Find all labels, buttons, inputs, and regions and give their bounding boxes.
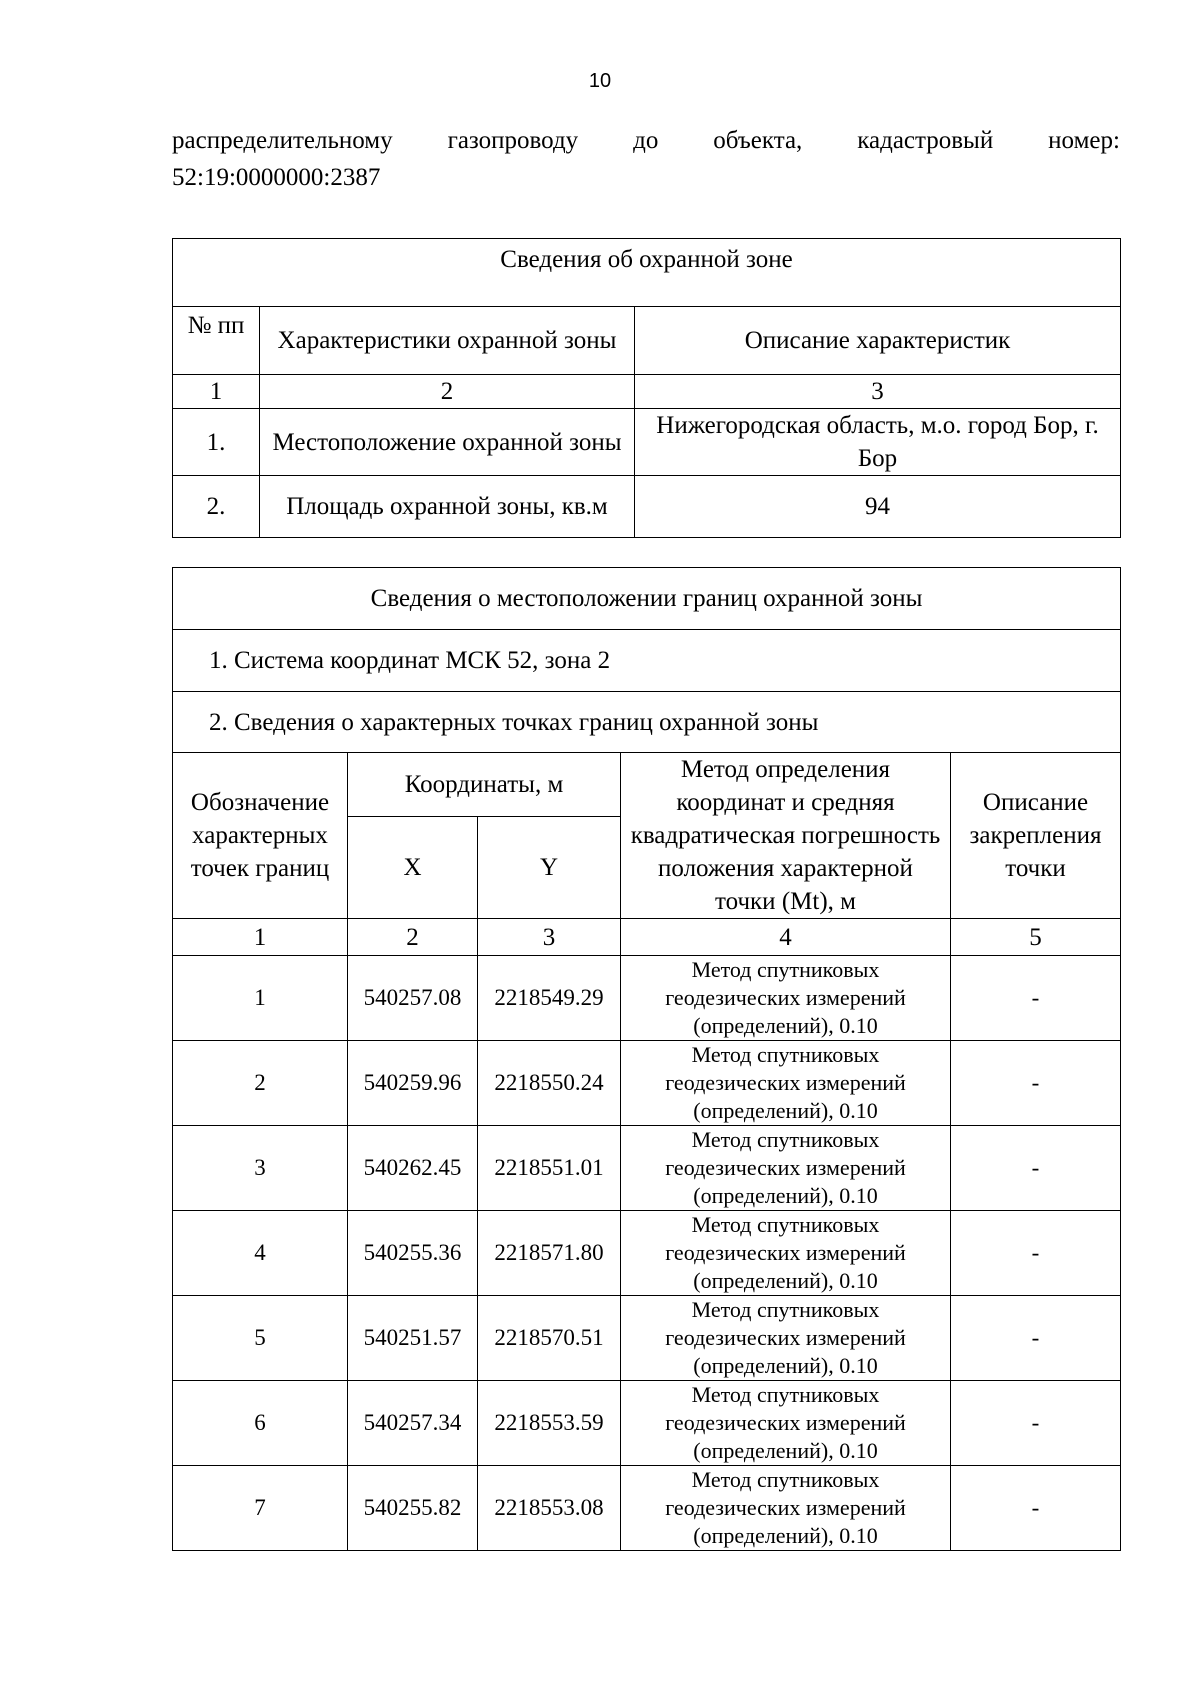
point-fixing: - xyxy=(951,1381,1121,1466)
point-y: 2218549.29 xyxy=(478,956,621,1041)
column-number: 1 xyxy=(173,375,260,409)
column-number: 1 xyxy=(173,919,348,956)
points-heading: 2. Сведения о характерных точках границ охранной зоны xyxy=(173,692,1121,753)
column-number: 2 xyxy=(260,375,635,409)
point-y: 2218553.59 xyxy=(478,1381,621,1466)
characteristic-value: Нижегородская область, м.о. город Бор, г. Бор xyxy=(635,409,1121,476)
table-row xyxy=(173,1211,1121,1296)
intro-word: кадастровый xyxy=(857,127,994,154)
cadastral-number: 52:19:0000000:2387 xyxy=(172,164,381,191)
point-id: 4 xyxy=(173,1211,348,1296)
intro-word: объекта, xyxy=(713,127,803,154)
header-coordinates: Координаты, м xyxy=(348,753,621,817)
zone-info-title: Сведения об охранной зоне xyxy=(173,239,1121,307)
point-method: Метод спутниковых геодезических измерений (определений), 0.10 xyxy=(621,1466,951,1551)
point-y: 2218570.51 xyxy=(478,1296,621,1381)
column-number: 2 xyxy=(348,919,478,956)
zone-info-table xyxy=(172,238,1121,538)
point-method: Метод спутниковых геодезических измерений (определений), 0.10 xyxy=(621,1126,951,1211)
point-id: 6 xyxy=(173,1381,348,1466)
header-y: Y xyxy=(478,816,621,918)
point-x: 540257.08 xyxy=(348,956,478,1041)
intro-word: номер: xyxy=(1048,127,1120,154)
page-number: 10 xyxy=(588,70,612,92)
point-y: 2218551.01 xyxy=(478,1126,621,1211)
point-id: 5 xyxy=(173,1296,348,1381)
table-row xyxy=(173,1466,1121,1551)
point-fixing: - xyxy=(951,1466,1121,1551)
point-x: 540259.96 xyxy=(348,1041,478,1126)
header-fixing: Описание закрепления точки xyxy=(951,753,1121,919)
point-method: Метод спутниковых геодезических измерений (определений), 0.10 xyxy=(621,1381,951,1466)
point-id: 2 xyxy=(173,1041,348,1126)
point-method: Метод спутниковых геодезических измерений (определений), 0.10 xyxy=(621,956,951,1041)
column-number: 3 xyxy=(478,919,621,956)
table-row xyxy=(173,956,1121,1041)
point-method: Метод спутниковых геодезических измерений (определений), 0.10 xyxy=(621,1211,951,1296)
table-row xyxy=(173,1041,1121,1126)
header-designation: Обозначение характерных точек границ xyxy=(173,753,348,919)
point-fixing: - xyxy=(951,1296,1121,1381)
column-number: 4 xyxy=(621,919,951,956)
characteristic-name: Площадь охранной зоны, кв.м xyxy=(260,476,635,538)
point-x: 540255.36 xyxy=(348,1211,478,1296)
point-y: 2218571.80 xyxy=(478,1211,621,1296)
point-id: 3 xyxy=(173,1126,348,1211)
column-number: 3 xyxy=(635,375,1121,409)
point-method: Метод спутниковых геодезических измерений (определений), 0.10 xyxy=(621,1296,951,1381)
boundary-title: Сведения о местоположении границ охранной зоны xyxy=(173,568,1121,630)
intro-word: распределительному xyxy=(172,127,393,154)
point-id: 1 xyxy=(173,956,348,1041)
coordinate-system: 1. Система координат МСК 52, зона 2 xyxy=(173,630,1121,692)
intro-line xyxy=(172,127,1120,155)
point-fixing: - xyxy=(951,1126,1121,1211)
row-number: 1. xyxy=(173,409,260,476)
column-number: 5 xyxy=(951,919,1121,956)
table-row xyxy=(173,476,1121,538)
point-x: 540251.57 xyxy=(348,1296,478,1381)
header-row-number: № пп xyxy=(173,307,260,375)
header-method: Метод определения координат и средняя квадратическая погрешность положения характерной точки (Mt), м xyxy=(621,753,951,919)
header-characteristic: Характеристики охранной зоны xyxy=(260,307,635,375)
header-description: Описание характеристик xyxy=(635,307,1121,375)
point-fixing: - xyxy=(951,956,1121,1041)
characteristic-name: Местоположение охранной зоны xyxy=(260,409,635,476)
table-row xyxy=(173,1296,1121,1381)
boundary-table xyxy=(172,567,1121,1551)
point-fixing: - xyxy=(951,1211,1121,1296)
point-y: 2218550.24 xyxy=(478,1041,621,1126)
point-y: 2218553.08 xyxy=(478,1466,621,1551)
point-x: 540255.82 xyxy=(348,1466,478,1551)
row-number: 2. xyxy=(173,476,260,538)
intro-word: до xyxy=(633,127,659,154)
point-id: 7 xyxy=(173,1466,348,1551)
intro-word: газопроводу xyxy=(447,127,579,154)
table-row xyxy=(173,409,1121,476)
point-x: 540262.45 xyxy=(348,1126,478,1211)
point-x: 540257.34 xyxy=(348,1381,478,1466)
header-x: X xyxy=(348,816,478,918)
characteristic-value: 94 xyxy=(635,476,1121,538)
point-fixing: - xyxy=(951,1041,1121,1126)
point-method: Метод спутниковых геодезических измерений (определений), 0.10 xyxy=(621,1041,951,1126)
table-row xyxy=(173,1381,1121,1466)
table-row xyxy=(173,1126,1121,1211)
